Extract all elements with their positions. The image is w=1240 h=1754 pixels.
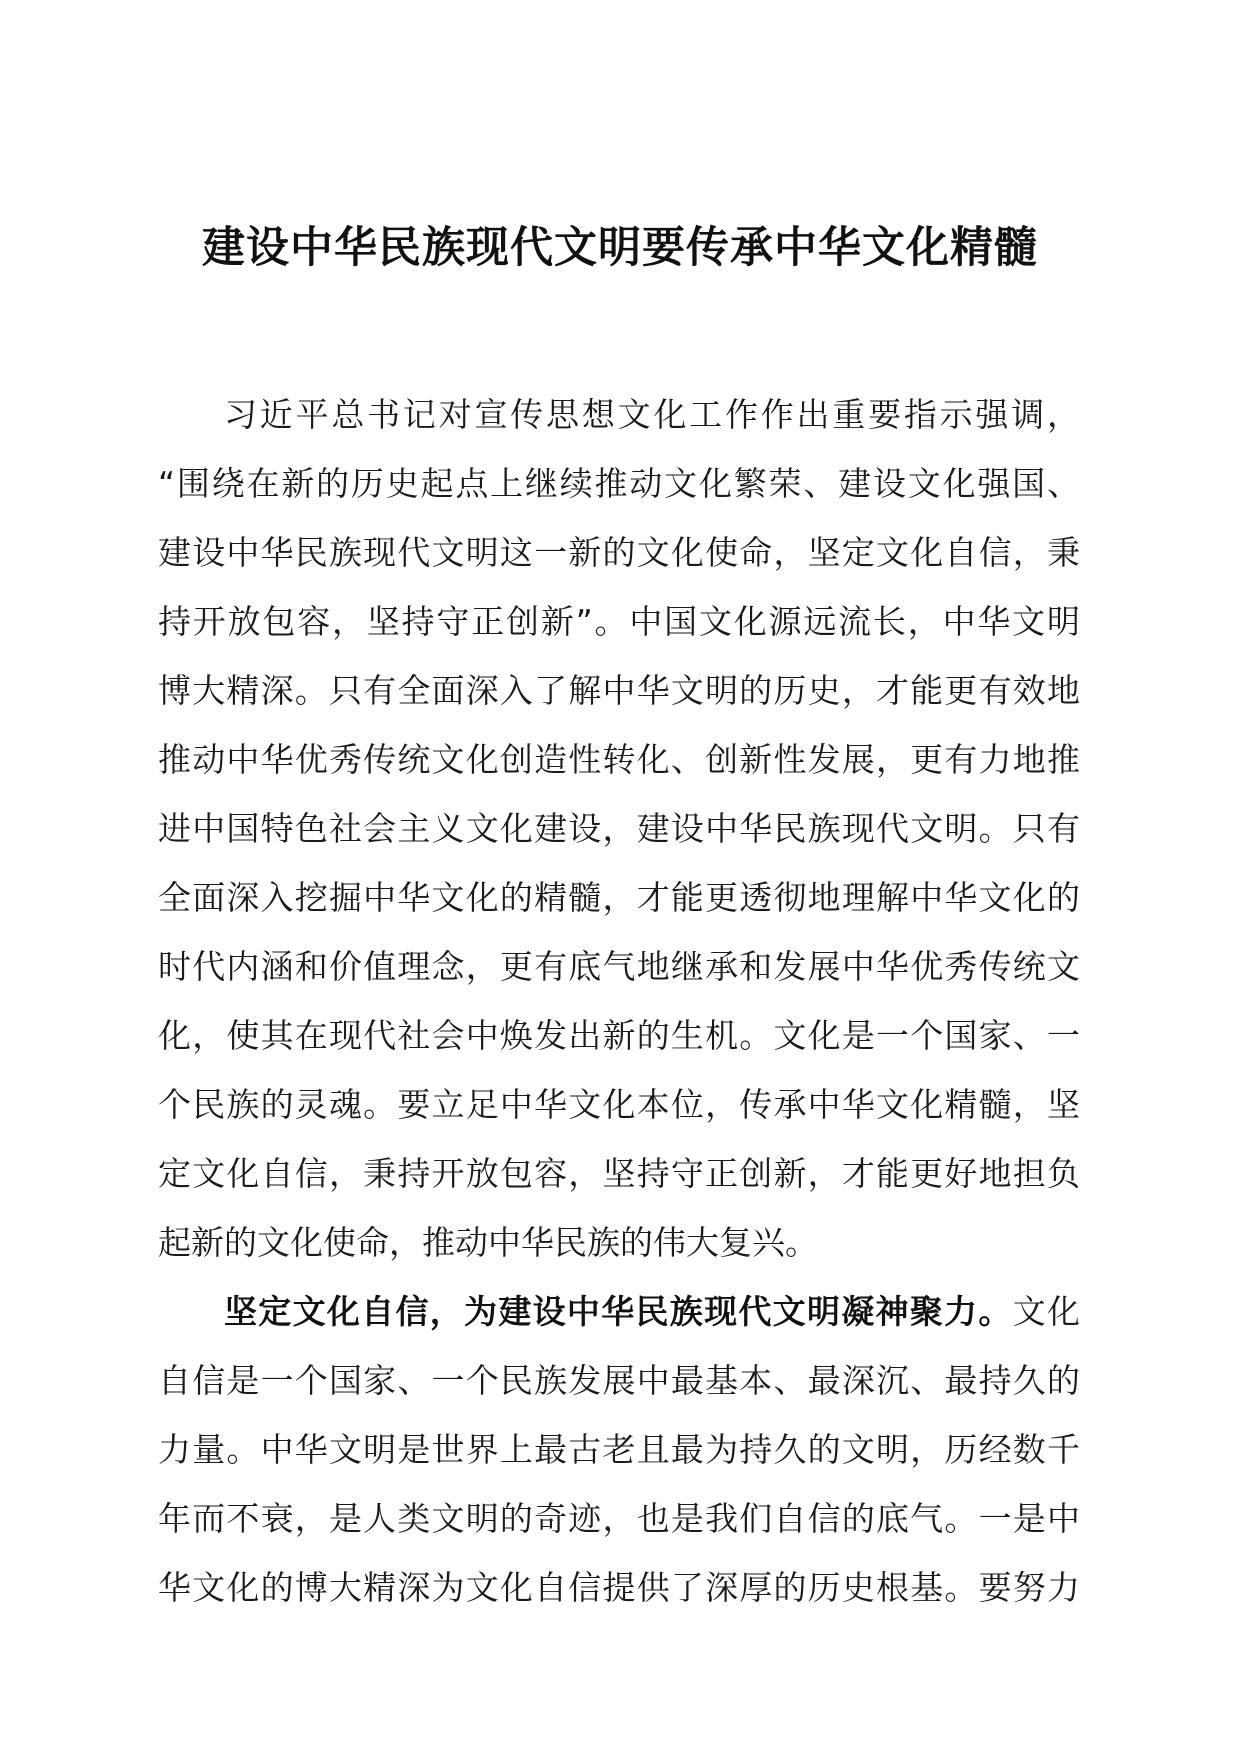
paragraph-line: 进中国特色社会主义文化建设，建设中华民族现代文明。只有 (158, 809, 1080, 848)
paragraph-line: 个民族的灵魂。要立足中华文化本位，传承中华文化精髓，坚 (158, 1085, 1080, 1124)
paragraph-heading: 坚定文化自信，为建设中华民族现代文明凝神聚力。 (224, 1292, 1013, 1331)
paragraph-line: 习近平总书记对宣传思想文化工作作出重要指示强调， (224, 395, 1080, 434)
document-body (158, 380, 1080, 1622)
paragraph-line: 力量。中华文明是世界上最古老且最为持久的文明，历经数千 (158, 1430, 1080, 1469)
paragraph-heading-line (158, 1277, 1080, 1346)
paragraph-line: 定文化自信，秉持开放包容，坚持守正创新，才能更好地担负 (158, 1154, 1080, 1193)
paragraph-line: 年而不衰，是人类文明的奇迹，也是我们自信的底气。一是中 (158, 1499, 1080, 1538)
paragraph-line: 持开放包容，坚持守正创新”。中国文化源远流长，中华文明 (158, 602, 1080, 641)
paragraph-line: 时代内涵和价值理念，更有底气地继承和发展中华优秀传统文 (158, 947, 1080, 986)
paragraph-line: 起新的文化使命，推动中华民族的伟大复兴。 (158, 1223, 818, 1262)
paragraph-line: 自信是一个国家、一个民族发展中最基本、最深沉、最持久的 (158, 1361, 1080, 1400)
paragraph-heading-rest: 文化 (1012, 1292, 1081, 1331)
paragraph-line: 博大精深。只有全面深入了解中华文明的历史，才能更有效地 (158, 671, 1080, 710)
paragraph-line: 全面深入挖掘中华文化的精髓，才能更透彻地理解中华文化的 (158, 878, 1080, 917)
paragraph-line: 建设中华民族现代文明这一新的文化使命，坚定文化自信，秉 (158, 533, 1080, 572)
paragraph-line: 化，使其在现代社会中焕发出新的生机。文化是一个国家、一 (158, 1016, 1080, 1055)
paragraph-line: “围绕在新的历史起点上继续推动文化繁荣、建设文化强国、 (158, 464, 1080, 503)
paragraph-line: 华文化的博大精深为文化自信提供了深厚的历史根基。要努力 (158, 1568, 1080, 1607)
paragraph-line: 推动中华优秀传统文化创造性转化、创新性发展，更有力地推 (158, 740, 1080, 779)
document-title: 建设中华民族现代文明要传承中华文化精髓 (202, 223, 1038, 273)
